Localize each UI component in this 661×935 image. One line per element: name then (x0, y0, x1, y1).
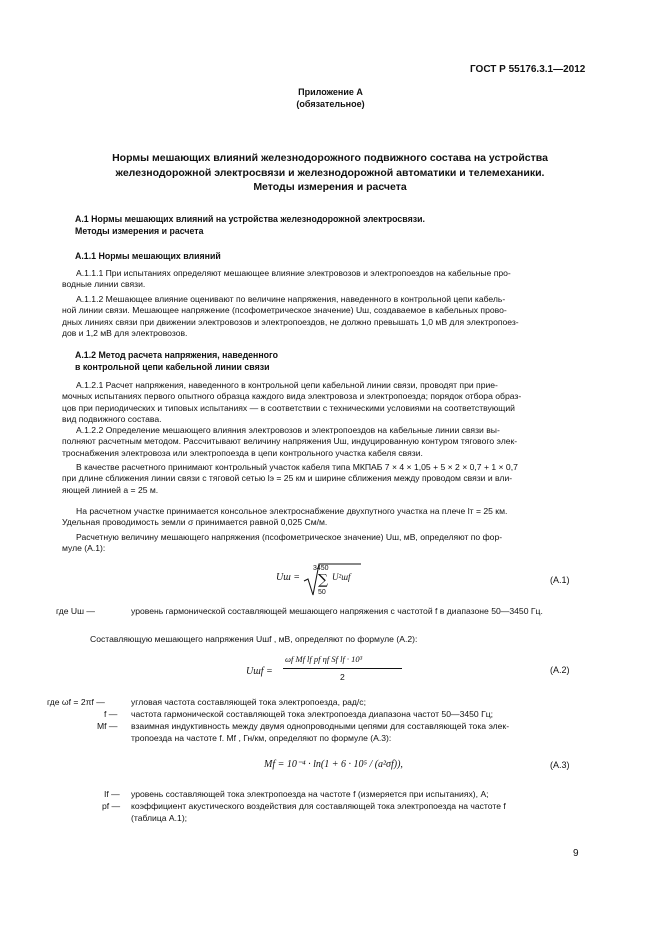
sum-sign: ∑ (318, 572, 328, 588)
def-omega-text: угловая частота составляющей тока электропоезда, рад/с; (131, 697, 366, 707)
formula-a2-denominator: 2 (340, 672, 345, 682)
main-title-line: железнодорожной электросвязи и железнодорожной автоматики и телемеханики. (115, 166, 545, 179)
where-uw-symbol: где Uш — (56, 606, 96, 616)
section-a12-heading (75, 350, 595, 373)
text-line: троснабжения электровоза или электропоезда в цепи контрольного участка кабеля связи. (62, 447, 423, 458)
section-a11-heading: А.1.1 Нормы мешающих влияний (75, 251, 221, 261)
text-line: А.1.2.1 Расчет напряжения, наведенного в контрольной цепи кабельной линии связи, проводят при прие- (76, 380, 498, 390)
def-omega-symbol: где ωf = 2πf — (47, 697, 105, 707)
heading-line: в контрольной цепи кабельной линии связи (75, 361, 270, 372)
text-line: А.1.1.2 Мешающее влияние оценивают по величине напряжения, наведенного в контрольной цепи кабель- (76, 294, 506, 304)
heading-line: Методы измерения и расчета (75, 225, 204, 236)
def-f-symbol: f — (104, 709, 118, 719)
def-pf-text-cont: (таблица А.1); (131, 813, 188, 823)
text-line: полняют расчетным методом. Рассчитывают величину напряжения Uш, индуцированную контуром тягового элек- (62, 436, 518, 447)
text-line: муле (А.1): (62, 543, 106, 554)
sum-lower-limit: 50 (318, 589, 326, 596)
text-line: при длине сближения линии связи с тяговой сетью lэ = 25 км и ширине сближения между проводом связи и вли- (62, 473, 513, 484)
appendix-subtitle: (обязательное) (296, 99, 365, 109)
formula-a3-number: (А.3) (550, 760, 570, 770)
page-number: 9 (573, 848, 579, 859)
def-mf-text: взаимная индуктивность между двумя однопроводными цепями для составляющей тока элек- (131, 721, 510, 731)
formula-a3-expr: Mf = 10⁻⁴ · ln(1 + 6 · 10⁵ / (a²σf)), (264, 759, 403, 770)
text-line: яющей линией a = 25 м. (62, 484, 159, 495)
def-pf-text: коэффициент акустического воздействия для составляющей тока электропоезда на частоте f (131, 801, 506, 811)
sum-upper-limit: 3450 (313, 565, 329, 572)
def-mf-symbol: Mf — (97, 721, 118, 731)
main-title-line: Методы измерения и расчета (253, 181, 407, 194)
text-line: цов при периодических и типовых испытаниях — в соответствии с техническими условиями на соответствующий (62, 402, 515, 413)
heading-line: А.1.2 Метод расчета напряжения, наведенного (75, 350, 278, 360)
paragraph-uw (62, 532, 576, 555)
text-line: На расчетном участке принимается консольное электроснабжение двухпутного участка на плече lт = 25 км. (76, 506, 508, 516)
text-line: вид подвижного состава. (62, 414, 162, 425)
document-header: ГОСТ Р 55176.3.1—2012 (470, 64, 586, 75)
formula-a2-number: (А.2) (550, 665, 570, 675)
def-if-text: уровень составляющей тока электропоезда на частоте f (измеряется при испытаниях), А; (131, 789, 489, 799)
text-line: В качестве расчетного принимают контрольный участок кабеля типа МКПАБ 7 × 4 × 1,05 + 5 × 2 × 0,7 + 1 × 0,7 (76, 462, 518, 472)
def-f-text: частота гармонической составляющей тока электропоезда диапазона частот 50—3450 Гц; (131, 709, 494, 719)
def-mf-text-cont: тропоезда на частоте f. Mf , Гн/км, определяют по формуле (А.3): (131, 733, 392, 743)
formula-a2-lhs: Uшf = (246, 666, 273, 677)
text-line: ной линии связи. Мешающее напряжение (псофометрическое значение) Uш, создаваемое в кабельных прово- (62, 305, 507, 316)
text-line: А.1.1.1 При испытаниях определяют мешающее влияние электровозов и электропоездов на кабельные про- (76, 268, 511, 278)
def-pf-symbol: pf — (102, 801, 121, 811)
def-if-symbol: If — (104, 789, 120, 799)
text-line: мочных испытаниях первого опытного образца каждого вида электровоза и электропоезда; порядок отбора образ- (62, 391, 522, 402)
appendix-title: Приложение А (298, 87, 363, 97)
main-title-line: Нормы мешающих влияний железнодорожного подвижного состава на устройства (112, 152, 548, 164)
formula-a1-number: (А.1) (550, 575, 570, 585)
text-line: Удельная проводимость земли σ принимается равной 0,025 См/м. (62, 517, 328, 528)
heading-line: А.1 Нормы мешающих влияний на устройства железнодорожной электросвязи. (75, 214, 425, 224)
formula-a2-numerator: ωf Mf lf pf ηf Sf lf · 10³ (285, 654, 363, 664)
where-uw-text: уровень гармонической составляющей мешающего напряжения с частотой f в диапазоне 50—3450 Гц. (131, 606, 543, 616)
paragraph-a111 (62, 268, 576, 291)
main-title (60, 151, 600, 195)
text-line: водные линии связи. (62, 279, 146, 290)
section-a1-heading (75, 214, 595, 237)
fraction-bar (283, 668, 402, 669)
paragraph-a2: Составляющую мешающего напряжения Uшf , мВ, определяют по формуле (А.2): (90, 634, 418, 644)
text-line: дных линиях связи при движении электровозов и электропоездов, не должно превышать 1,0 мВ для электропоез- (62, 316, 519, 327)
paragraph-a122 (62, 425, 576, 459)
paragraph-calc-section (62, 462, 576, 496)
formula-a1-lhs: Uш = (276, 572, 301, 583)
text-line: А.1.2.2 Определение мешающего влияния электровозов и электропоездов на кабельные линии связи вы- (76, 425, 500, 435)
paragraph-a121 (62, 380, 576, 426)
paragraph-a112 (62, 294, 576, 340)
text-line: Расчетную величину мешающего напряжения (псофометрическое значение) Uш, мВ, определяют по фор- (76, 532, 503, 542)
formula-a1-term: U²шf (332, 572, 351, 582)
text-line: дов и 1,2 мВ для электровозов. (62, 328, 188, 339)
paragraph-supply (62, 506, 576, 529)
